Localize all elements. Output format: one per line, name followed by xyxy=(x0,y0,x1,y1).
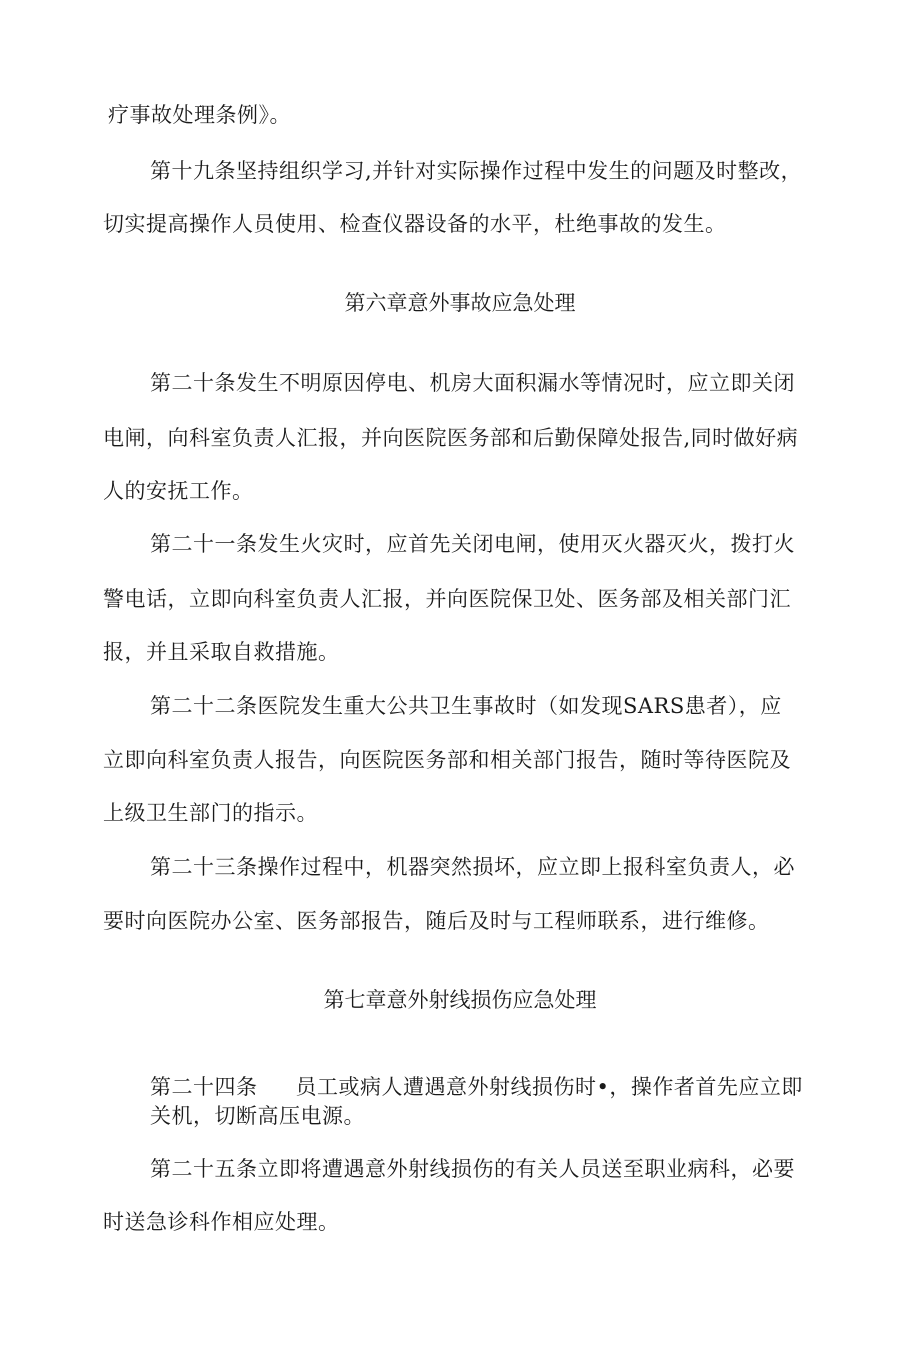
article-24-line-2: 关机，切断高压电源。 xyxy=(150,1104,365,1128)
article-25-line-2: 时送急诊科作相应处理。 xyxy=(103,1210,340,1234)
article-20-line-3: 人的安抚工作。 xyxy=(103,479,254,503)
article-19-line-2: 切实提高操作人员使用、检查仪器设备的水平，杜绝事故的发生。 xyxy=(103,212,727,236)
article-24-label: 第二十四条 xyxy=(150,1075,258,1099)
article-24-line-1-text: 员工或病人遭遇意外射线损伤时•，操作者首先应立即 xyxy=(295,1075,803,1099)
article-25-line-1: 第二十五条立即将遭遇意外射线损伤的有关人员送至职业病科，必要 xyxy=(150,1157,795,1181)
article-22-line-1: 第二十二条医院发生重大公共卫生事故时（如发现SARS患者），应 xyxy=(150,694,782,718)
chapter-6-title: 第六章意外事故应急处理 xyxy=(344,291,576,315)
article-22-line-2: 立即向科室负责人报告，向医院医务部和相关部门报告，随时等待医院及 xyxy=(103,748,791,772)
article-21-line-2: 警电话，立即向科室负责人汇报，并向医院保卫处、医务部及相关部门汇 xyxy=(103,587,791,611)
article-23-line-2: 要时向医院办公室、医务部报告，随后及时与工程师联系，进行维修。 xyxy=(103,909,770,933)
article-21-line-1: 第二十一条发生火灾时，应首先关闭电闸，使用灭火器灭火，拨打火 xyxy=(150,532,795,556)
article-23-line-1: 第二十三条操作过程中，机器突然损坏，应立即上报科室负责人，必 xyxy=(150,855,795,879)
article-21-line-3: 报，并且采取自救措施。 xyxy=(103,640,340,664)
article-24-line-1 xyxy=(150,1073,803,1101)
article-20-line-1: 第二十条发生不明原因停电、机房大面积漏水等情况时，应立即关闭 xyxy=(150,371,795,395)
article-19-line-1: 第十九条坚持组织学习,并针对实际操作过程中发生的问题及时整改， xyxy=(150,159,803,183)
article-22-line-3: 上级卫生部门的指示。 xyxy=(103,801,318,825)
article-20-line-2: 电闸，向科室负责人汇报，并向医院医务部和后勤保障处报告,同时做好病 xyxy=(103,426,799,450)
continued-text-line: 疗事故处理条例》。 xyxy=(108,103,291,127)
chapter-7-title: 第七章意外射线损伤应急处理 xyxy=(323,988,597,1012)
